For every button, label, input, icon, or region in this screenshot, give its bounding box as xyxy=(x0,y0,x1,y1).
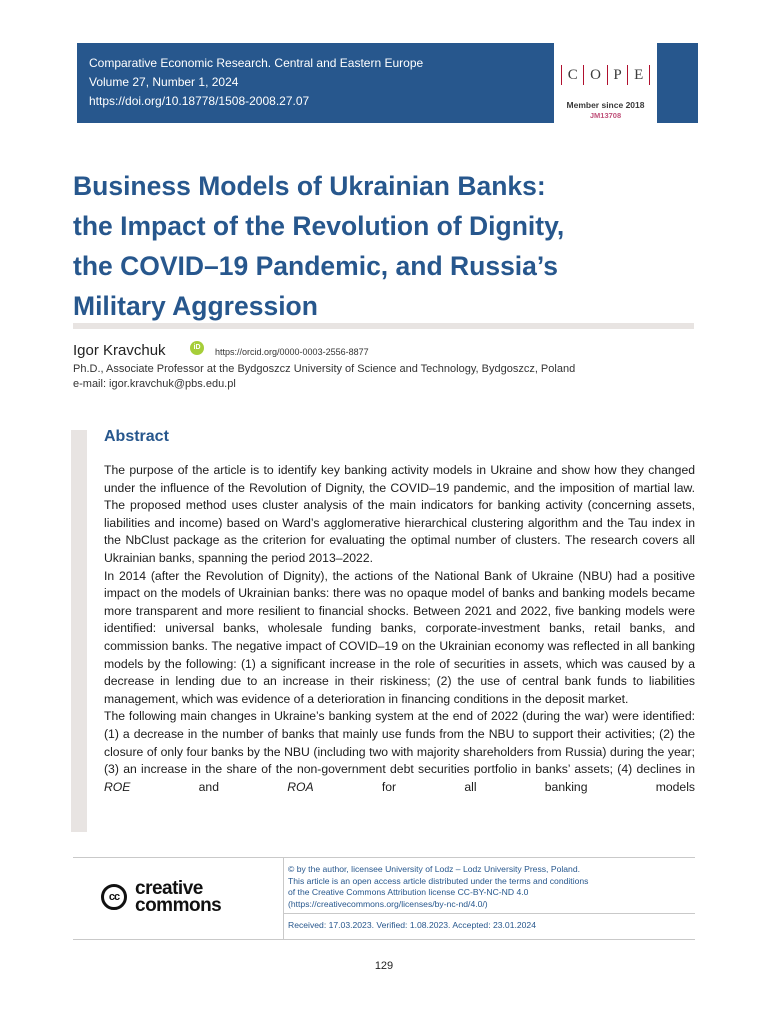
author-name: Igor Kravchuk xyxy=(73,342,166,359)
author-email[interactable]: e-mail: igor.kravchuk@pbs.edu.pl xyxy=(73,378,236,390)
abstract-paragraph: The purpose of the article is to identify key banking activity models in Ukraine and show how they changed under the influence of the Revolution of Dignity, the COVID–19 pandemic, and the imposition of martial law. The proposed method uses cluster analysis of the main indicators for banking activity (concerning assets, liabilities and income) based on Ward’s agglomerative hierarchical clustering algorithm and the Tau index in the NbClust package as the criterion for evaluating the optimal number of clusters. The research covers all Ukrainian banks, spanning the period 2013–2022. xyxy=(104,463,695,565)
orcid-link[interactable]: https://orcid.org/0000-0003-2556-8877 xyxy=(215,347,369,357)
cope-logo xyxy=(554,43,657,123)
cope-separator xyxy=(583,65,584,85)
journal-header xyxy=(77,43,698,123)
title-divider xyxy=(73,323,694,329)
license-text xyxy=(288,864,588,910)
dates-divider xyxy=(284,913,695,914)
license-box xyxy=(73,857,695,940)
license-divider xyxy=(283,858,284,939)
article-title xyxy=(73,166,698,326)
abstract-term-roe: ROE xyxy=(104,779,131,794)
title-line: Military Aggression xyxy=(73,291,318,321)
article-dates: Received: 17.03.2023. Verified: 1.08.2023. Accepted: 23.01.2024 xyxy=(288,920,536,930)
abstract-paragraph xyxy=(104,708,695,796)
abstract-body xyxy=(104,462,695,796)
title-line: the Impact of the Revolution of Dignity, xyxy=(73,211,565,241)
cope-separator xyxy=(627,65,628,85)
page-number: 129 xyxy=(374,960,394,972)
cope-separator xyxy=(561,65,562,85)
cope-member-id: JM13708 xyxy=(589,111,622,120)
title-line: Business Models of Ukrainian Banks: xyxy=(73,171,546,201)
cc-wordmark-bottom: commons xyxy=(135,895,222,916)
creative-commons-logo[interactable] xyxy=(101,879,253,915)
orcid-icon[interactable]: iD xyxy=(190,341,204,355)
abstract-sidebar xyxy=(71,430,87,832)
abstract-text: for all banking models xyxy=(313,779,695,794)
cc-icon: cc xyxy=(101,884,127,910)
cope-letter-c: C xyxy=(567,66,578,83)
cope-wordmark xyxy=(561,65,650,85)
abstract-text: The following main changes in Ukraine’s banking system at the end of 2022 (during the war) were identified: (1) a decrease in the number of banks that mainly use funds from the NBU to support their activities; (2) the closure of only four banks by the NBU (including two with majority shareholders from Russia) during the year; (3) an increase in the share of the non-government debt securities portfolio in banks’ assets; (4) declines in xyxy=(104,709,695,777)
title-line: the COVID–19 Pandemic, and Russia’s xyxy=(73,251,559,281)
author-affiliation xyxy=(73,362,575,392)
license-line: © by the author, licensee University of Lodz – Lodz University Press, Poland. xyxy=(288,864,580,874)
cope-letter-e: E xyxy=(634,66,644,83)
license-line: This article is an open access article distributed under the terms and conditions xyxy=(288,875,589,886)
abstract-paragraph: In 2014 (after the Revolution of Dignity), the actions of the National Bank of Ukraine (NBU) had a positive impact on the models of Ukrainian banks: there was no opaque model of banks and banking models became more transparent and more resilient to financial shocks. Between 2021 and 2022, five banking models were identified: universal banks, wholesale funding banks, corporate-investment banks, retail banks, and commission banks. The negative impact of COVID–19 on the Ukrainian economy was reflected in all banking models by the following: (1) a significant increase in the role of securities in assets, which was caused by a decrease in lending due to an increase in their riskiness; (2) the use of central bank funds to liabilities management, which was evidence of a deterioration in financing conditions in the deposit market. xyxy=(104,568,695,706)
cope-letter-o: O xyxy=(590,66,601,83)
journal-info xyxy=(89,54,423,111)
abstract-term-roa: ROA xyxy=(287,779,314,794)
cope-separator xyxy=(649,65,650,85)
affiliation-text: Ph.D., Associate Professor at the Bydgoszcz University of Science and Technology, Bydgoszcz, Poland xyxy=(73,363,576,375)
abstract-text: and xyxy=(130,779,288,794)
cope-member-since: Member since 2018 xyxy=(566,100,645,110)
license-url[interactable]: (https://creativecommons.org/licenses/by-nc-nd/4.0/) xyxy=(288,898,488,909)
journal-name: Comparative Economic Research. Central and Eastern Europe xyxy=(89,56,424,70)
license-line: of the Creative Commons Attribution license CC-BY-NC-ND 4.0 xyxy=(288,887,529,897)
cc-wordmark-top: creative xyxy=(135,878,203,899)
journal-doi-link[interactable]: https://doi.org/10.18778/1508-2008.27.07 xyxy=(89,94,310,108)
cope-separator xyxy=(607,65,608,85)
journal-volume: Volume 27, Number 1, 2024 xyxy=(89,75,239,89)
cope-letter-p: P xyxy=(613,66,622,83)
abstract-heading: Abstract xyxy=(104,428,169,445)
